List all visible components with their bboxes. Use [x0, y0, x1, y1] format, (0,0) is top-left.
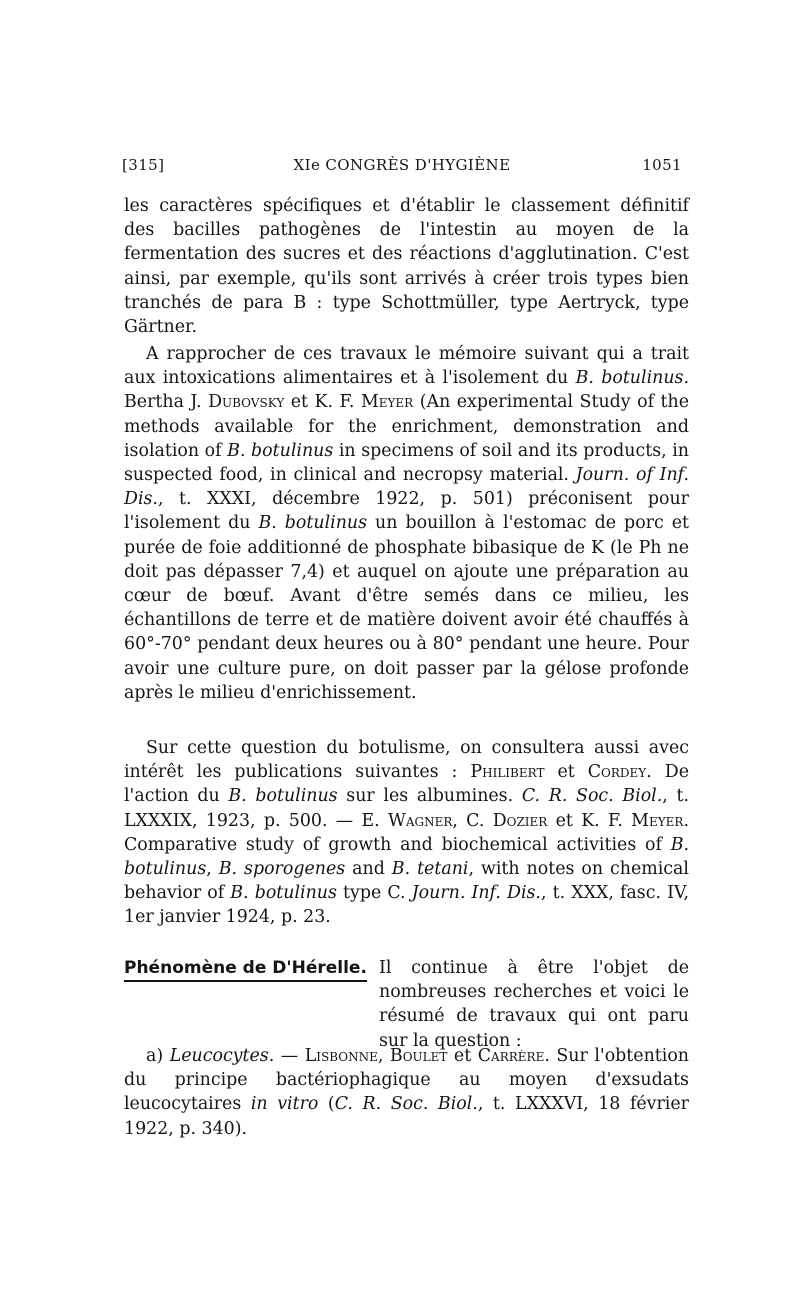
text-run: et	[544, 762, 588, 783]
paragraph-botulinus-isolation	[124, 342, 689, 705]
text-run: et K. F.	[547, 810, 632, 831]
running-head	[122, 156, 682, 178]
species-name: B. tetani	[391, 859, 469, 880]
text-run: , t. XXX, fasc. IV, 1er janvier 1924, p. 23.	[124, 883, 689, 928]
text-run: Sur cette question du botulisme, on consultera aussi avec intérêt les publications suivantes :	[124, 738, 689, 783]
section-intro: Il continue à être l'objet de nombreuses recherches et voici le résumé de travaux qui ont paru sur la question :	[379, 958, 689, 1051]
text-run: (	[318, 1094, 335, 1115]
species-name: B. botulinus	[227, 440, 334, 461]
text-run: ,	[377, 1046, 390, 1066]
text-run: sur les albumines.	[337, 786, 522, 807]
paragraph-text	[124, 342, 689, 705]
latin-term: in vitro	[250, 1094, 319, 1115]
section-dherelle	[124, 956, 689, 1053]
author-name: Lisbonne	[304, 1046, 378, 1066]
species-name: B. sporogenes	[218, 859, 346, 880]
paragraph-botulism-publications	[124, 736, 689, 930]
author-name: Cordey	[587, 762, 647, 783]
text-run: a)	[146, 1046, 170, 1066]
text-run: , C.	[452, 810, 493, 831]
folio-left: [315]	[122, 156, 165, 174]
text-run: A rapprocher de ces travaux le mémoire suivant qui a trait aux intoxications alimentaires et à l'isolement du	[124, 344, 689, 389]
species-name: B. botulinus	[258, 513, 368, 534]
text-run: . Sur l'obtention du principe bactériophagique au moyen d'exsudats leucocytaires	[124, 1046, 689, 1115]
text-run: and	[345, 859, 392, 880]
journal-title: Journ. of Inf. Dis.	[124, 465, 689, 510]
text-run: —	[274, 1046, 305, 1066]
author-name: Dozier	[492, 810, 548, 831]
paragraph-text	[124, 1044, 689, 1141]
paragraph-text	[124, 736, 689, 930]
text-run: un bouillon à l'estomac de porc et purée de foie additionné de phosphate bibasique de K (le Ph ne doit pas dépasser 7,4) et auquel on ajoute une préparation au cœur de bœuf. Avant d'être semés dans ce milieu, les échantillons de terre et de matière doivent avoir été chauffés à 60°-70° pendant deux heures ou à 80° pendant une heure. Pour avoir une culture pure, on doit passer par la gélose profonde après le milieu d'enrichissement.	[124, 513, 690, 703]
text-run: , t. LXXXIX, 1923, p. 500. — E.	[124, 786, 689, 831]
subsection-title: Leucocytes.	[169, 1046, 275, 1066]
species-name: B. botulinus.	[575, 368, 689, 389]
text-run: , t. LXXXVI, 18 février 1922, p. 340).	[124, 1094, 689, 1139]
author-name: Philibert	[470, 762, 545, 783]
species-name: B. botulinus	[124, 834, 689, 880]
text-run: type C.	[336, 883, 412, 904]
paragraph-text: les caractères spécifiques et d'établir le classement définitif des bacilles pathogènes de l'intestin au moyen de la fermentation des sucres et des réactions d'agglutination. C'est ainsi, par exemple, qu'ils sont arrivés à créer trois types bien tranchés de para B : type Schottmüller, type Aertryck, type Gärtner.	[124, 196, 689, 338]
section-heading: Phénomène de D'Hérelle.	[124, 958, 367, 982]
text-run: Bertha J.	[124, 392, 209, 413]
text-run: (An experimental Study of the methods available for the enrichment, demonstration and isolation of	[124, 392, 689, 461]
journal-title: Journ. Inf. Dis.	[411, 883, 541, 904]
page-number: 1051	[642, 156, 682, 174]
species-name: B. botulinus	[230, 883, 337, 904]
text-run: et K. F.	[284, 392, 361, 413]
author-name: Boulet	[389, 1046, 448, 1066]
text-run: , with notes on chemical behavior of	[124, 859, 689, 904]
text-run: ,	[206, 859, 219, 880]
author-name: Meyer	[631, 810, 684, 831]
species-name: B. botulinus	[228, 786, 338, 807]
author-name: Meyer	[360, 392, 414, 413]
author-name: Wagner	[387, 810, 453, 831]
author-name: Carrère	[477, 1046, 545, 1066]
running-title: XIe CONGRÈS D'HYGIÈNE	[293, 156, 511, 174]
text-run: et	[447, 1046, 478, 1066]
journal-title: C. R. Soc. Biol.	[334, 1094, 478, 1115]
section-row	[124, 956, 689, 1053]
section-heading-cell	[124, 956, 379, 980]
text-run: , t. XXXI, décembre 1922, p. 501) préconisent pour l'isolement du	[124, 489, 689, 534]
text-run: in specimens of soil and its products, in suspected food, in clinical and necropsy material.	[124, 440, 689, 486]
text-run: . Comparative study of growth and biochemical activities of	[124, 810, 689, 855]
text-run: . De l'action du	[124, 762, 689, 807]
paragraph-fermentation	[124, 194, 689, 339]
author-name: Dubovsky	[208, 392, 285, 413]
journal-title: C. R. Soc. Biol.	[521, 786, 663, 807]
paragraph-leucocytes	[124, 1044, 689, 1141]
